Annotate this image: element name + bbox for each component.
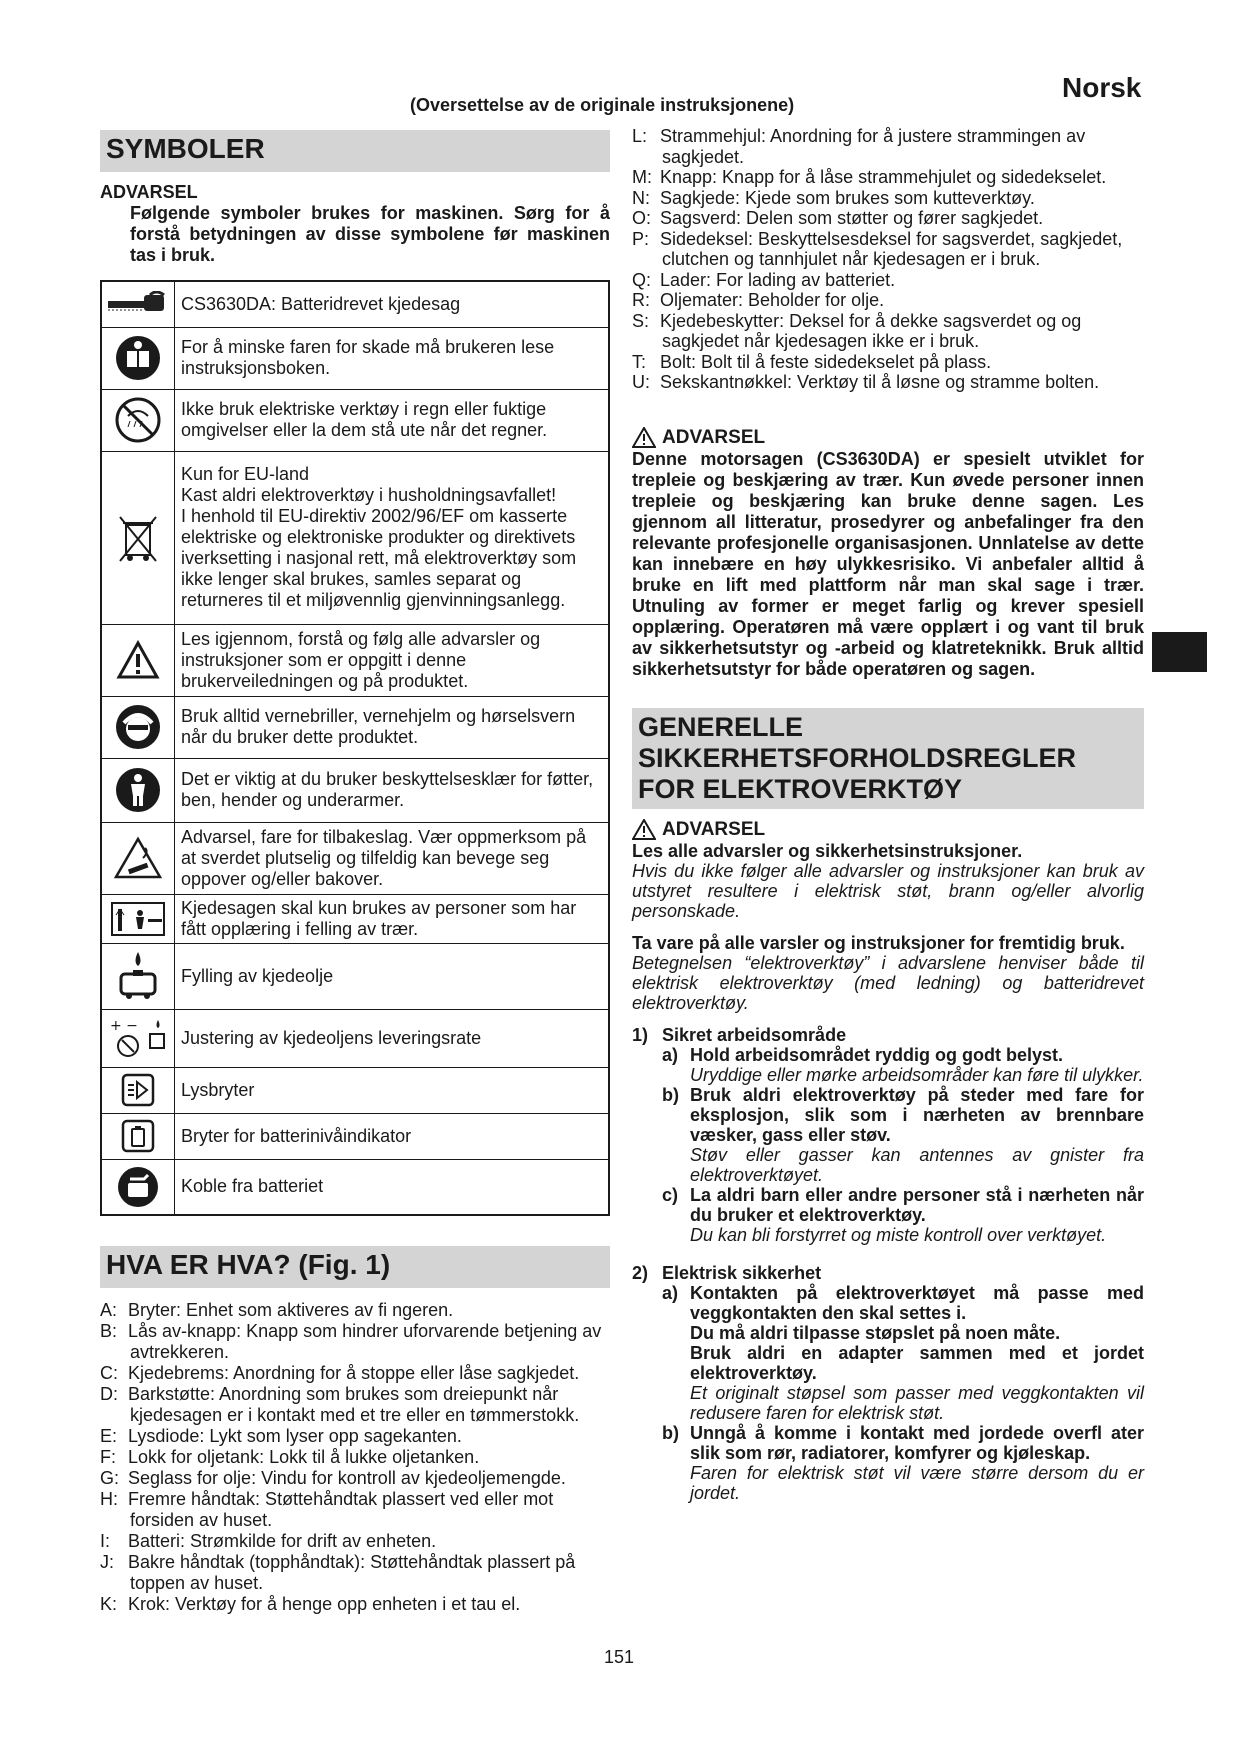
read-all-warnings: Les alle advarsler og sikkerhetsinstruksjoner. (632, 840, 1023, 861)
list-item: Q: Lader: For lading av batteriet. (632, 269, 896, 290)
list-item: K: Krok: Verktøy for å henge opp enheten i et tau el. (100, 1594, 521, 1614)
no-rain-icon (114, 396, 162, 444)
protective-gear-icon (114, 703, 162, 751)
symbol-description: Lysbryter (175, 1067, 610, 1113)
general-warning-heading (632, 819, 1144, 841)
symbols-table (100, 280, 610, 1216)
symbol-row (101, 822, 609, 894)
kickback-warning-icon (113, 836, 163, 880)
parts-list-left (100, 1300, 610, 1615)
what-is-what-heading: HVA ER HVA? (Fig. 1) (100, 1246, 610, 1288)
chainsaw-warning-text: Denne motorsagen (CS3630DA) er spesielt utviklet for trepleie og beskjæring av trær. Kun øvede personer innen trepleie og beskjæring kan bruke denne sagen. Les gjennom all litteratur, prosedyrer og anbefalinger fra den relevante profesjonelle organisasjonen. Unnlatelse av dette kan innebære en høy ulykkesrisiko. Vi anbefaler alltid å bruke en lift med plattform når man skal sage i trær. Utnuling av former er meget farlig og krever spesiell opplæring. Operatøren må være opplært i og vant til bruk av sikkerhetsutstyr og -arbeid og klatreteknikk. Bruk alltid sikkerhetsutstyr for både operatøren og sagen. (632, 448, 1144, 679)
light-switch-icon (121, 1073, 155, 1107)
tree-felling-icon (110, 901, 166, 937)
general-safety-heading: GENERELLE SIKKERHETSFORHOLDSREGLER FOR ELEKTROVERKTØY (632, 708, 1144, 809)
section-heading: 2) Elektrisk sikkerhet (632, 1262, 822, 1283)
list-item: S: Kjedebeskytter: Deksel for å dekke sagsverdet og og sagkjedet når kjedesagen ikke er i bruk. (632, 310, 1082, 351)
symbol-row (101, 389, 609, 451)
symbol-description: Koble fra batteriet (175, 1159, 610, 1215)
list-item: b) Unngå å komme i kontakt med jordede overfl ater slik som rør, radiatorer, komfyrer og kjøleskap. Faren for elektrisk støt vil være større dersom du er jordet. (662, 1422, 1144, 1503)
symbol-description: Fylling av kjedeolje (175, 943, 610, 1009)
keep-instructions: Ta vare på alle varsler og instruksjoner for fremtidig bruk. (632, 932, 1125, 953)
warning-label: ADVARSEL (662, 818, 766, 840)
symbol-row (101, 1159, 609, 1215)
svg-text:+ −: + − (110, 1018, 138, 1034)
list-item: G: Seglass for olje: Vindu for kontroll av kjedeoljemengde. (100, 1468, 566, 1488)
protective-clothing-icon (114, 766, 162, 814)
translation-note: (Oversettelse av de originale instruksjonene) (410, 95, 795, 115)
symbol-row (101, 758, 609, 822)
symbol-row (101, 894, 609, 943)
warning-triangle-icon (632, 427, 656, 448)
oil-fill-icon (115, 950, 161, 1002)
language-label: Norsk (1062, 72, 1142, 103)
symbol-description: Kun for EU-land Kast aldri elektroverktøy i husholdningsavfallet! I henhold til EU-direktiv 2002/96/EF om kasserte elektriske og elektroniske produkter og direktivets iverksetting i nasjonal rett, må elektroverktøy som ikke lenger skal brukes, samles separat og returneres til et miljøvennlig gjenvinningsanlegg. (175, 451, 610, 624)
symbol-row (101, 1067, 609, 1113)
left-column (100, 130, 610, 1615)
symbol-row (101, 624, 609, 696)
symbol-description: Det er viktig at du bruker beskyttelsesklær for føtter, ben, hender og underarmer. (175, 758, 610, 822)
symbol-row (101, 1113, 609, 1159)
list-item: H: Fremre håndtak: Støttehåndtak plassert ved eller mot forsiden av huset. (100, 1489, 554, 1530)
symbol-row (101, 943, 609, 1009)
list-item: I: Batteri: Strømkilde for drift av enheten. (100, 1531, 437, 1551)
warning-triangle-icon (632, 819, 656, 840)
section-items (662, 1045, 1144, 1245)
symbol-description: Kjedesagen skal kun brukes av personer som har fått opplæring i felling av trær. (175, 894, 610, 943)
section-heading: 1) Sikret arbeidsområde (632, 1024, 847, 1045)
list-item: E: Lysdiode: Lykt som lyser opp sagekanten. (100, 1426, 462, 1446)
list-item: c) La aldri barn eller andre personer stå i nærheten når du bruker et elektroverktøy. Du kan bli forstyrret og miste kontroll over verktøyet. (662, 1184, 1144, 1245)
symbols-warning-text: Følgende symboler brukes for maskinen. Sørg for å forstå betydningen av disse symbolene før maskinen tas i bruk. (130, 203, 610, 265)
list-item: N: Sagkjede: Kjede som brukes som kutteverktøy. (632, 187, 1035, 208)
chainsaw-icon (106, 291, 170, 317)
list-item: U: Sekskantnøkkel: Verktøy til å løsne og stramme bolten. (632, 372, 1100, 392)
symbol-row (101, 696, 609, 758)
list-item: J: Bakre håndtak (topphåndtak): Støttehåndtak plassert på toppen av huset. (100, 1552, 576, 1593)
symbol-description: Bruk alltid vernebriller, vernehjelm og hørselsvern når du bruker dette produktet. (175, 696, 610, 758)
list-item: b) Bruk aldri elektroverktøy på steder med fare for eksplosjon, slik som i nærheten av brennbare væsker, gass eller støv. Støv eller gasser kan antennes av gnister fra elektroverktøyet. (662, 1084, 1144, 1185)
symbol-description: For å minske faren for skade må brukeren lese instruksjonsboken. (175, 327, 610, 389)
list-item: a) Hold arbeidsområdet ryddig og godt belyst. Uryddige eller mørke arbeidsområder kan føre til ulykker. (662, 1044, 1144, 1085)
battery-indicator-icon (121, 1119, 155, 1153)
symbol-row (101, 451, 609, 624)
list-item: R: Oljemater: Beholder for olje. (632, 290, 885, 310)
symbol-description: CS3630DA: Batteridrevet kjedesag (175, 281, 610, 327)
list-item: C: Kjedebrems: Anordning for å stoppe eller låse sagkjedet. (100, 1363, 580, 1383)
list-item: T: Bolt: Bolt til å feste sidedekselet på plass. (632, 351, 992, 372)
right-column (632, 126, 1144, 1503)
section-items (662, 1283, 1144, 1503)
symbol-description: Ikke bruk elektriske verktøy i regn eller fuktige omgivelser eller la dem stå ute når det regner. (175, 389, 610, 451)
read-manual-icon (114, 334, 162, 382)
list-item: F: Lokk for oljetank: Lokk til å lukke oljetanken. (100, 1447, 480, 1467)
symbol-row (101, 327, 609, 389)
list-item: a) Kontakten på elektroverktøyet må passe med veggkontakten den skal settes i. Du må aldri tilpasse støpslet på noen måte. Bruk aldri en adapter sammen med et jordet elektroverktøy. Et originalt støpsel som passer med veggkontakten vil redusere faren for elektrisk støt. (662, 1282, 1144, 1423)
language-tab-marker (1152, 632, 1207, 672)
term-note: Betegnelsen “elektroverktøy” i advarslene henviser både til elektrisk elektroverktøy (med ledning) og batteridrevet elektroverktøy. (632, 952, 1144, 1013)
oil-rate-icon (106, 1016, 170, 1060)
read-all-note: Hvis du ikke følger alle advarsler og instruksjoner kan bruk av utstyret resultere i elektrisk støt, brann og/eller alvorlig personskade. (632, 860, 1144, 921)
symbol-description: Advarsel, fare for tilbakeslag. Vær oppmerksom på at sverdet plutselig og tilfeldig kan bevege seg oppover og/eller bakover. (175, 822, 610, 894)
symbols-warning-label: ADVARSEL (100, 182, 198, 202)
symbol-row (101, 1009, 609, 1067)
symbol-description: Bryter for batterinivåindikator (175, 1113, 610, 1159)
list-item: O: Sagsverd: Delen som støtter og fører sagkjedet. (632, 208, 1044, 228)
parts-list-right (632, 126, 1144, 393)
crossed-bin-icon (116, 511, 160, 565)
symbol-description: Justering av kjedeoljens leveringsrate (175, 1009, 610, 1067)
warning-label: ADVARSEL (662, 426, 766, 448)
list-item: M: Knapp: Knapp for å låse strammehjulet og sidedekselet. (632, 167, 1107, 187)
list-item: A: Bryter: Enhet som aktiveres av fi ngeren. (100, 1300, 454, 1320)
list-item: P: Sidedeksel: Beskyttelsesdeksel for sagsverdet, sagkjedet, clutchen og tannhjulet når kjedesagen er i bruk. (632, 228, 1123, 269)
symbols-heading: SYMBOLER (100, 130, 610, 172)
list-item: D: Barkstøtte: Anordning som brukes som dreiepunkt når kjedesagen er i kontakt med et tre eller en tømmerstokk. (100, 1384, 580, 1425)
list-item: B: Lås av-knapp: Knapp som hindrer uforvarende betjening av avtrekkeren. (100, 1321, 602, 1362)
disconnect-battery-icon (116, 1165, 160, 1209)
warning-triangle-icon (116, 640, 160, 680)
symbol-description: Les igjennom, forstå og følg alle advarsler og instruksjoner som er oppgitt i denne brukerveiledningen og på produktet. (175, 624, 610, 696)
symbol-row (101, 281, 609, 327)
page-number: 151 (604, 1647, 635, 1667)
list-item: L: Strammehjul: Anordning for å justere strammingen av sagkjedet. (632, 126, 1086, 167)
chainsaw-warning-heading (632, 427, 1144, 449)
